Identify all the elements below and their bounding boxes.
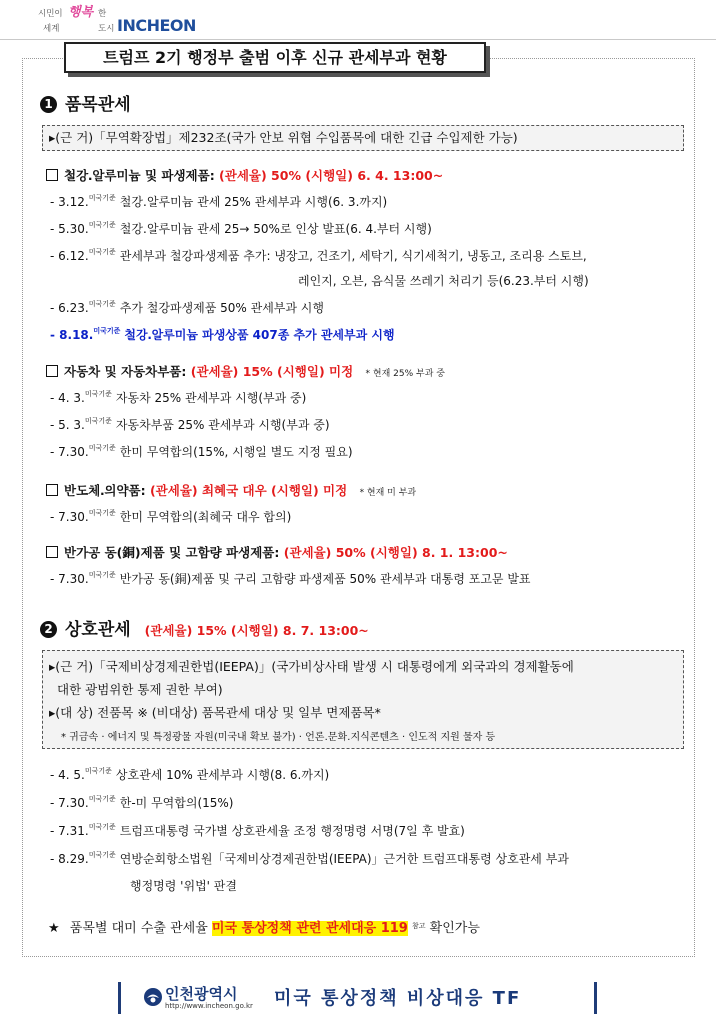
- logo-text: 시민이: [38, 9, 63, 19]
- checkbox-icon: [46, 546, 58, 558]
- list-item: - 7.30.$^{미국기준}$ 한-미 무역합의(15%): [50, 795, 234, 810]
- checkbox-icon: [46, 365, 58, 377]
- section-1-heading: [40, 90, 131, 115]
- list-item-cont: 레인지, 오븐, 음식물 쓰레기 처리기 등(6.23.부터 시행): [298, 274, 589, 288]
- list-item: - 6.12.$^{미국기준}$ 관세부과 철강파생제품 추가: 냉장고, 건조기, 세탁기, 식기세척기, 냉동고, 조리용 스토브,: [50, 248, 587, 263]
- logo-text: 도시: [98, 24, 115, 34]
- logo-text: 한: [98, 9, 107, 19]
- list-item: - 3.12.$^{미국기준}$ 철강․알루미늄 관세 25% 관세부과 시행(6. 3.까지): [50, 194, 388, 209]
- list-item: - 7.30.$^{미국기준}$ 반가공 동(銅)제품 및 구리 고함량 파생제품 50% 관세부과 대통령 포고문 발표: [50, 571, 531, 586]
- star-note: ★ 품목별 대미 수출 관세율 미국 통상정책 관련 관세대응 119 $^{참고}$ 확인가능: [48, 921, 480, 936]
- list-item-cont: 행정명령 '위법' 판결: [130, 879, 237, 893]
- page-title: 트럼프 2기 행정부 출범 이후 신규 관세부과 현황: [64, 42, 486, 73]
- list-item: - 5. 3.$^{미국기준}$ 자동차부품 25% 관세부과 시행(부과 중): [50, 417, 330, 432]
- list-item: - 7.31.$^{미국기준}$ 트럼프대통령 국가별 상호관세율 조정 행정명령 서명(7일 후 발효): [50, 823, 465, 838]
- group-heading: 반가공 동(銅)제품 및 고함량 파생제품: (관세율) 50% (시행일) 8. 1. 13:00~: [46, 543, 508, 561]
- incheon-emblem-icon: [143, 987, 163, 1007]
- basis-box: ▸(근 거)「무역확장법」제232조(국가 안보 위협 수입품목에 대한 긴급 수입제한 가능): [42, 125, 684, 151]
- logo-text: 세계: [43, 24, 60, 34]
- list-item: - 8.29.$^{미국기준}$ 연방순회항소법원「국제비상경제권한법(IEEPA)」근거한 트럼프대통령 상호관세 부과: [50, 851, 569, 866]
- section-title: 품목관세: [65, 95, 131, 115]
- footer: [118, 982, 598, 1016]
- list-item-highlight: - 8.18.$^{미국기준}$ 철강․알루미늄 파생상품 407종 추가 관세부과 시행: [50, 327, 395, 342]
- checkbox-icon: [46, 484, 58, 496]
- footer-title: 미국 통상정책 비상대응 TF: [274, 988, 522, 1009]
- section-number: 1: [40, 96, 57, 113]
- highlight-link-text[interactable]: 미국 통상정책 관련 관세대응 119: [211, 921, 408, 936]
- logo-brand: INCHEON: [117, 16, 196, 35]
- section-2-heading: [40, 615, 369, 640]
- list-item: - 4. 5.$^{미국기준}$ 상호관세 10% 관세부과 시행(8. 6.까지): [50, 767, 330, 782]
- list-item: - 4. 3.$^{미국기준}$ 자동차 25% 관세부과 시행(부과 중): [50, 390, 307, 405]
- incheon-logo: [38, 4, 196, 38]
- footer-bar-right: [594, 982, 597, 1014]
- list-item: - 7.30.$^{미국기준}$ 한미 무역합의(15%, 시행일 별도 지정 필요): [50, 444, 353, 459]
- org-url: http://www.incheon.go.kr: [165, 1002, 253, 1010]
- incheon-city-logo: [143, 982, 268, 1014]
- list-item: - 7.30.$^{미국기준}$ 한미 무역합의(최혜국 대우 합의): [50, 509, 292, 524]
- list-item: - 5.30.$^{미국기준}$ 철강․알루미늄 관세 25→ 50%로 인상 발표(6. 4.부터 시행): [50, 221, 432, 236]
- section-title: 상호관세: [65, 620, 131, 640]
- org-name: 인천광역시: [165, 985, 238, 1003]
- group-heading: 자동차 및 자동차부품: (관세율) 15% (시행일) 미정 * 현재 25% 부과 중: [46, 362, 445, 380]
- star-icon: ★: [48, 921, 60, 936]
- section-rate: (관세율) 15% (시행일) 8. 7. 13:00~: [144, 623, 369, 638]
- logo-happy: 행복: [68, 5, 94, 20]
- section-number: 2: [40, 621, 57, 638]
- list-item: - 6.23.$^{미국기준}$ 추가 철강파생제품 50% 관세부과 시행: [50, 300, 324, 315]
- group-heading: 반도체․의약품: (관세율) 최혜국 대우 (시행일) 미정 * 현재 미 부과: [46, 481, 416, 499]
- footer-bar-left: [118, 982, 121, 1014]
- basis-box: ▸(근 거)「국제비상경제권한법(IEEPA)」(국가비상사태 발생 시 대통령에게 외국과의 경제활동에 대한 광범위한 통제 권한 부여) ▸(대 상) 전품목 ※ (비대상) 품목관세 대상 및 일부 면제품목* * 귀금속 · 에너지 및 특정광물 자원(미국내 확보 불가) · 언론․문화․지식콘텐츠 · 인도적 지원 물자 등: [42, 650, 684, 749]
- checkbox-icon: [46, 169, 58, 181]
- header-rule: [0, 39, 716, 40]
- group-heading: 철강․알루미늄 및 파생제품: (관세율) 50% (시행일) 6. 4. 13:00~: [46, 166, 443, 184]
